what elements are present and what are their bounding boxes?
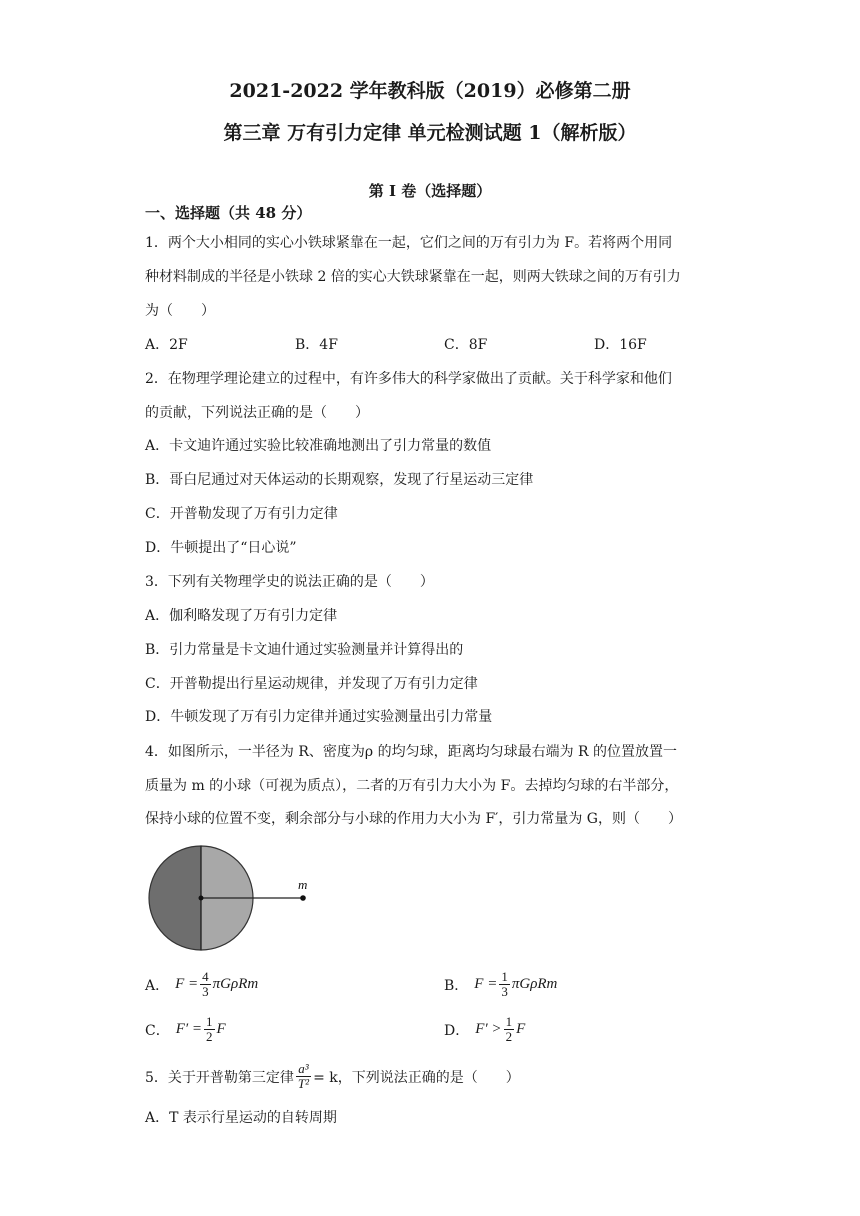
- q4-option-c: C． F′ = $\frac{1}{2}$ F: [145, 1014, 226, 1044]
- q4-option-d: D． F′ > $\frac{1}{2}$ F: [444, 1014, 526, 1044]
- q4-option-b: B． F = $\frac{1}{3}$ πGρRm: [444, 969, 558, 999]
- q3-line1: 3．下列有关物理学史的说法正确的是（ ）: [145, 574, 434, 590]
- q4-line3: 保持小球的位置不变，剩余部分与小球的作用力大小为 F′，引力常量为 G，则（ ）: [145, 811, 682, 827]
- q3-option-a: A．伽利略发现了万有引力定律: [145, 608, 338, 624]
- q2-line1: 2．在物理学理论建立的过程中，有许多伟大的科学家做出了贡献。关于科学家和他们: [145, 371, 672, 387]
- q1-option-a: A．2F: [145, 337, 188, 353]
- q2-option-c: C．开普勒发现了万有引力定律: [145, 506, 338, 522]
- q2-option-b: B．哥白尼通过对天体运动的长期观察，发现了行星运动三定律: [145, 472, 534, 488]
- sphere-center-dot: [199, 896, 204, 901]
- q4-line2: 质量为 m 的小球（可视为质点），二者的万有引力大小为 F。去掉均匀球的右半部分，: [145, 778, 679, 794]
- q1-line2: 种材料制成的半径是小铁球 2 倍的实心大铁球紧靠在一起，则两大铁球之间的万有引力: [145, 269, 681, 285]
- q3-option-b: B．引力常量是卡文迪什通过实验测量并计算得出的: [145, 642, 464, 658]
- sphere-diagram: [146, 844, 326, 954]
- q1-line3: 为（ ）: [145, 303, 215, 319]
- q5-option-a: A．T 表示行星运动的自转周期: [145, 1110, 337, 1126]
- q2-option-d: D．牛顿提出了“日心说”: [145, 540, 297, 556]
- q1-option-b: B．4F: [295, 337, 338, 353]
- q2-option-a: A．卡文迪许通过实验比较准确地测出了引力常量的数值: [145, 438, 492, 454]
- q1-option-c: C．8F: [444, 337, 488, 353]
- section-heading: 一、选择题（共 48 分）: [145, 204, 312, 222]
- q4-option-a: A． F = $\frac{4}{3}$ πGρRm: [145, 969, 259, 999]
- sphere-figure: [146, 844, 326, 958]
- document-title-line2: 第三章 万有引力定律 单元检测试题 1（解析版）: [223, 122, 637, 144]
- q4-line1: 4．如图所示，一半径为 R、密度为ρ 的均匀球，距离均匀球最右端为 R 的位置放置一: [145, 744, 678, 760]
- q3-option-c: C．开普勒提出行星运动规律，并发现了万有引力定律: [145, 676, 478, 692]
- q1-line1: 1．两个大小相同的实心小铁球紧靠在一起，它们之间的万有引力为 F。若将两个用同: [145, 235, 673, 251]
- q5-line1: 5．关于开普勒第三定律 $\frac{\text{a³}}{\text{T²}}$ = k，下列说法正确的是（ ）: [145, 1061, 520, 1091]
- small-ball-label: m: [298, 877, 308, 892]
- sphere-left-half: [149, 846, 201, 950]
- volume-heading: 第 I 卷（选择题）: [368, 182, 492, 200]
- q1-option-d: D．16F: [594, 337, 647, 353]
- q3-option-d: D．牛顿发现了万有引力定律并通过实验测量出引力常量: [145, 709, 493, 725]
- small-ball-dot: [300, 895, 306, 901]
- document-title-line1: 2021-2022 学年教科版（2019）必修第二册: [229, 80, 631, 102]
- q2-line2: 的贡献，下列说法正确的是（ ）: [145, 405, 369, 421]
